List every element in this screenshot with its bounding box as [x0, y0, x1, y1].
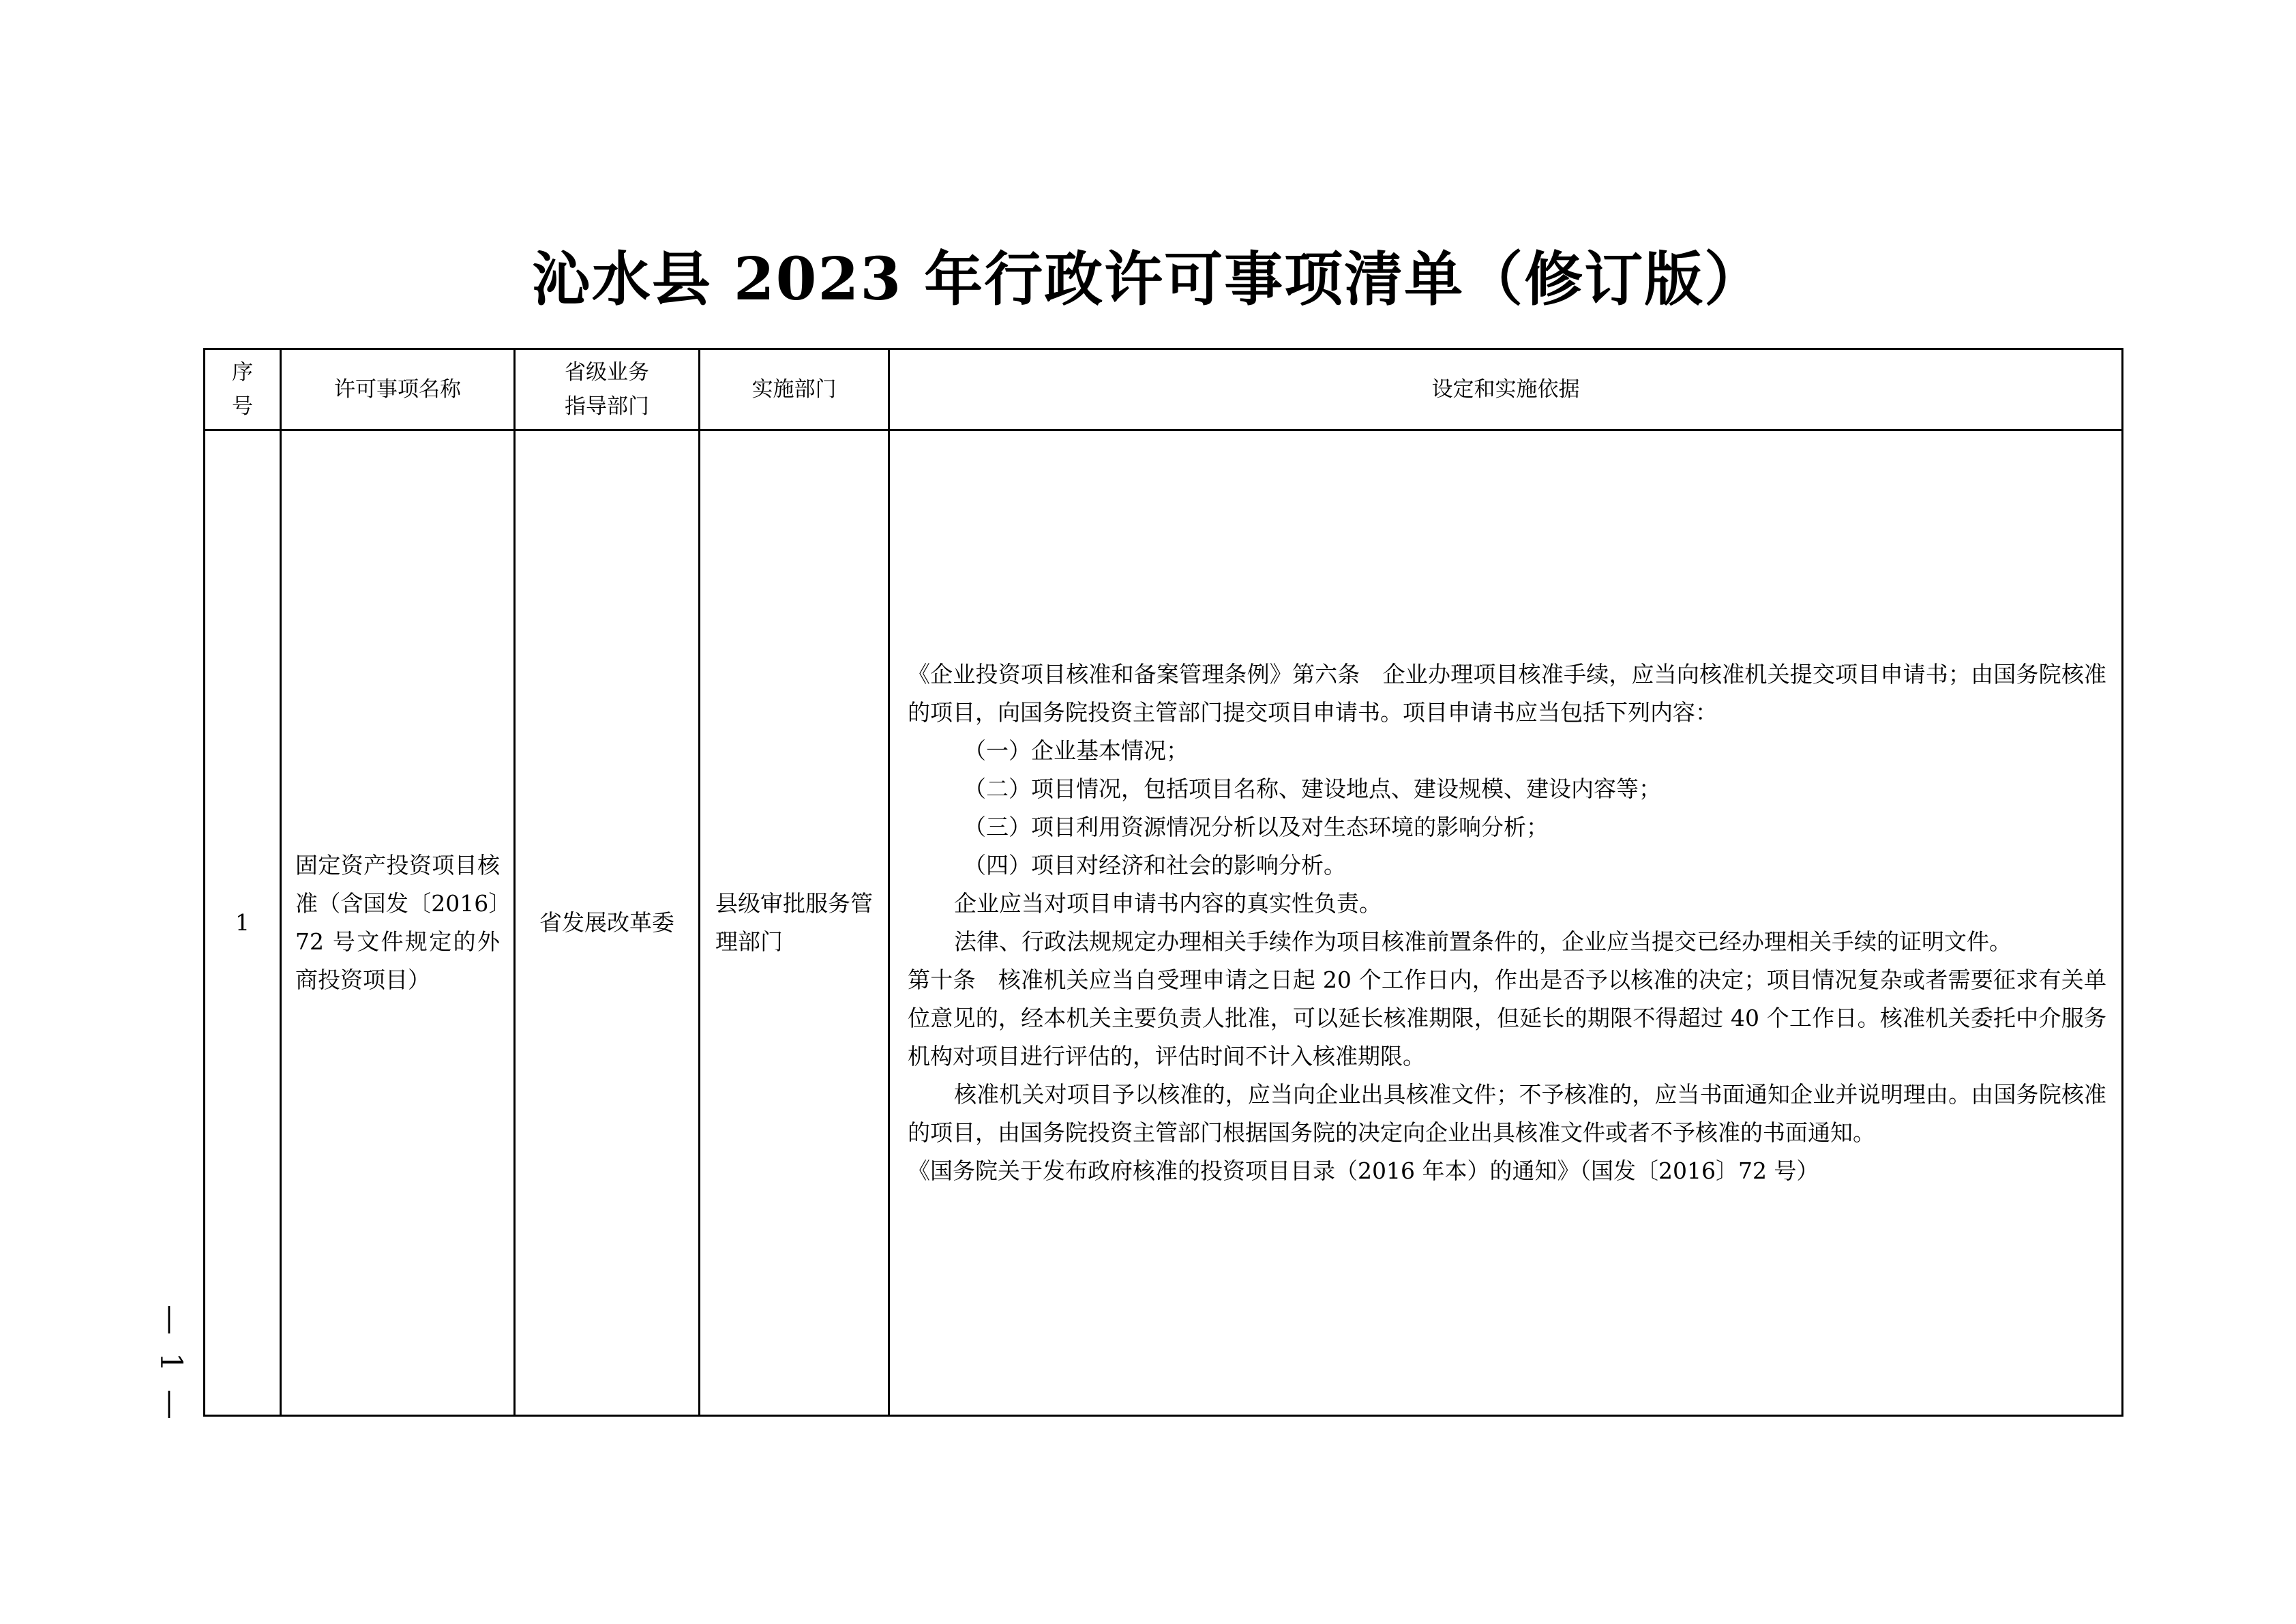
basis-paragraph: 核准机关对项目予以核准的，应当向企业出具核准文件；不予核准的，应当书面通知企业并说明理由。由国务院核准的项目，由国务院投资主管部门根据国务院的决定向企业出具核准文件或者不予核准的书面通知。: [908, 1081, 2106, 1146]
cell-seq: 1: [205, 430, 281, 1416]
basis-paragraph: 《企业投资项目核准和备案管理条例》第六条 企业办理项目核准手续，应当向核准机关提交项目申请书；由国务院核准的项目，向国务院投资主管部门提交项目申请书。项目申请书应当包括下列内容：: [908, 661, 2106, 726]
header-province: [515, 349, 700, 430]
cell-impl-dept: 县级审批服务管理部门: [700, 430, 889, 1416]
basis-paragraph: 法律、行政法规规定办理相关手续作为项目核准前置条件的，企业应当提交已经办理相关手续的证明文件。: [954, 928, 2012, 955]
header-province-line1: 省级业务: [565, 360, 649, 385]
cell-province-dept: 省发展改革委: [515, 430, 700, 1416]
permit-table: [203, 348, 2123, 1417]
header-basis: 设定和实施依据: [889, 349, 2123, 430]
header-seq-line1: 序: [232, 360, 253, 385]
cell-permit-name: 固定资产投资项目核准（含国发〔2016〕72 号文件规定的外商投资项目）: [281, 430, 515, 1416]
header-name: 许可事项名称: [281, 349, 515, 430]
basis-item: （一）企业基本情况；: [964, 737, 1189, 764]
basis-paragraph: 《国务院关于发布政府核准的投资项目目录（2016 年本）的通知》（国发〔2016〕72 号）: [908, 1157, 1819, 1184]
basis-paragraph: 第十条 核准机关应当自受理申请之日起 20 个工作日内，作出是否予以核准的决定；项目情况复杂或者需要征求有关单位意见的，经本机关主要负责人批准，可以延长核准期限，但延长的期限不得超过 40 个工作日。核准机关委托中介服务机构对项目进行评估的，评估时间不计入核准期限。: [908, 966, 2106, 1069]
page-number: — 1 —: [153, 1305, 188, 1423]
table-row: [205, 430, 2123, 1416]
basis-item: （四）项目对经济和社会的影响分析。: [964, 852, 1346, 879]
basis-item: （二）项目情况，包括项目名称、建设地点、建设规模、建设内容等；: [964, 776, 1661, 802]
cell-basis: [889, 430, 2123, 1416]
basis-item: （三）项目利用资源情况分析以及对生态环境的影响分析；: [964, 814, 1549, 840]
document-title: 沁水县 2023 年行政许可事项清单（修订版）: [531, 245, 1765, 314]
header-seq: [205, 349, 281, 430]
header-province-line2: 指导部门: [565, 394, 649, 419]
header-dept: 实施部门: [700, 349, 889, 430]
table-header-row: [205, 349, 2123, 430]
header-seq-line2: 号: [232, 394, 253, 419]
basis-paragraph: 企业应当对项目申请书内容的真实性负责。: [954, 890, 1382, 917]
